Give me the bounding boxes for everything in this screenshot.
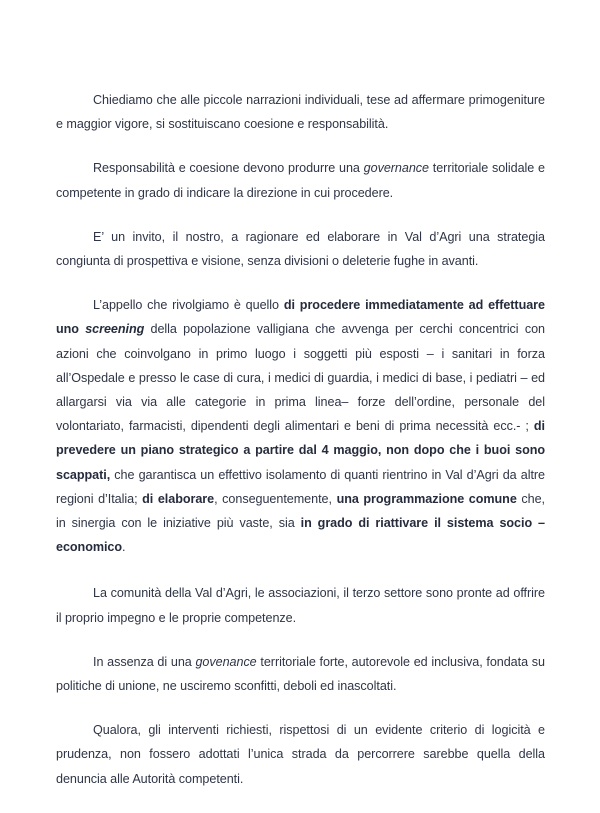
text-run: territoriale solidale e competente in grado di indicare la direzione in cui procedere. [56, 161, 546, 200]
text-run: , conseguentemente, [214, 491, 337, 506]
italic-text-run: govenance [195, 654, 257, 669]
paragraph-assenza-governance [56, 650, 545, 698]
bold-text-run: di elaborare [142, 491, 215, 506]
text-run: Qualora, gli interventi richiesti, rispettosi di un evidente criterio di logicità e prudenza, non fossero adottati l’unica strada da percorrere sarebbe quella della denuncia alle Autorità competenti. [56, 723, 545, 786]
bold-text-run: di prevedere un piano strategico a partire dal 4 maggio, non dopo che i buoi sono scappati, [56, 419, 545, 482]
bold-italic-text-run: screening [85, 322, 145, 337]
text-run: che, in sinergia con le iniziative più vaste, sia [56, 491, 545, 531]
paragraph-responsabilita [56, 156, 545, 204]
paragraph-appello [56, 293, 545, 559]
text-run: La comunità della Val d’Agri, le associazioni, il terzo settore sono pronte ad offrire il proprio impegno e le proprie competenze. [56, 586, 545, 625]
paragraph-denuncia [56, 718, 545, 791]
text-run: In assenza di una [93, 654, 196, 669]
text-run: Chiediamo che alle piccole narrazioni individuali, tese ad affermare primogeniture e maggior vigore, si sostituiscano coesione e responsabilità. [56, 93, 545, 132]
italic-text-run: governance [363, 161, 429, 176]
text-run: territoriale forte, autorevole ed inclusiva, fondata su politiche di unione, ne usciremo sconfitti, deboli ed inascoltati. [56, 654, 545, 694]
text-run: della popolazione valligiana che avvenga per cerchi concentrici con azioni che coinvolgano in primo luogo i soggetti più esposti – i sanitari in forza all’Ospedale e presso le case di cura, i medici di guardia, i medici di base, i pediatri – ed allargarsi via via alle categorie in prima linea– forze dell’ordine, personale del volontariato, farmacisti, dipendenti degli alimentari e beni di prima necessità ecc.- ; [56, 322, 545, 434]
bold-text-run: di procedere immediatamente ad effettuare uno [56, 298, 545, 337]
document-page [56, 88, 545, 813]
text-run: che garantisca un effettivo isolamento di quanti rientrino in Val d’Agri da altre regioni d’Italia; [56, 467, 545, 506]
text-run: . [122, 540, 126, 555]
text-run: L’appello che rivolgiamo è quello [93, 298, 284, 313]
bold-text-run: una programmazione comune [336, 491, 517, 506]
text-run: E’ un invito, il nostro, a ragionare ed elaborare in Val d’Agri una strategia congiunta di prospettiva e visione, senza divisioni o deleterie fughe in avanti. [56, 229, 545, 269]
bold-text-run: in grado di riattivare il sistema socio – economico [56, 516, 545, 555]
text-run: Responsabilità e coesione devono produrre una [93, 161, 364, 176]
paragraph-coesione [56, 88, 545, 136]
paragraph-comunita [56, 581, 545, 629]
paragraph-invito [56, 225, 545, 273]
